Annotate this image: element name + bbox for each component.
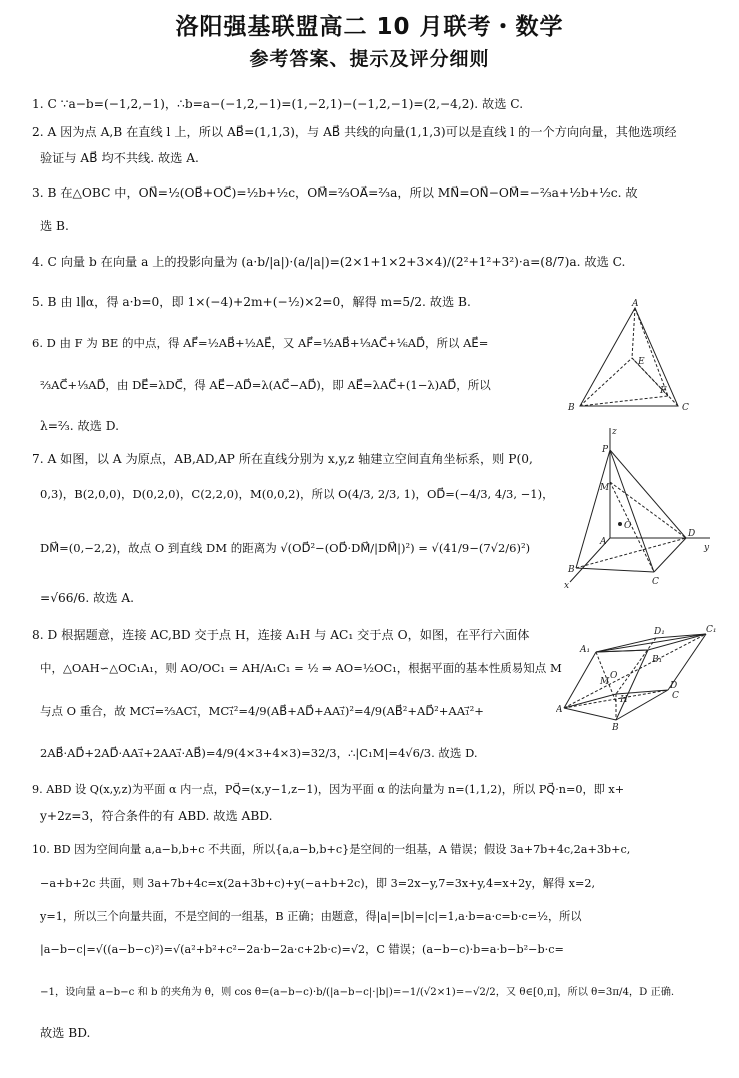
page-subtitle: 参考答案、提示及评分细则 [249, 48, 490, 70]
answer-line: 4. C 向量 b 在向量 a 上的投影向量为 (a·b/|a|)·(a/|a|)=(2×1+1×2+3×4)/(2²+1²+3²)·a=(8/7)a. 故选 C. [32, 255, 626, 269]
fig8-label: D [670, 681, 678, 691]
fig7-label: A [600, 537, 607, 547]
fig8-label: M [600, 677, 610, 687]
answer-line: ⅔AC⃗+⅓AD⃗，由 DE⃗=λDC⃗，得 AE⃗−AD⃗=λ(AC⃗−AD⃗)，即 AE⃗=λAC⃗+(1−λ)AD⃗，所以 [40, 378, 491, 392]
answer-line: 2AB⃗·AD⃗+2AD⃗·AA₁⃗+2AA₁⃗·AB⃗)=4/9(4×3+4×3)=32/3，∴|C₁M|=4√6/3. 故选 D. [40, 746, 478, 760]
answer-line: 3. B 在△OBC 中，ON⃗=½(OB⃗+OC⃗)=½b+½c，OM⃗=⅔OA⃗=⅔a，所以 MN⃗=ON⃗−OM⃗=−⅔a+½b+½c. 故 [32, 186, 638, 200]
fig8-label: H [620, 695, 628, 705]
pyramid-figure [562, 420, 712, 590]
point-o [618, 522, 622, 526]
answer-line: 与点 O 重合，故 MC₁⃗=⅔AC₁⃗，MC₁⃗²=4/9(AB⃗+AD⃗+AA₁⃗)²=4/9(AB⃗²+AD⃗²+AA₁⃗²+ [40, 704, 484, 718]
answer-line: 2. A 因为点 A,B 在直线 l 上，所以 AB⃗=(1,1,3)，与 AB⃗ 共线的向量(1,1,3)可以是直线 l 的一个方向向量，其他选项经 [32, 125, 677, 139]
fig7-label: O [624, 521, 632, 531]
answer-line: 故选 BD. [40, 1026, 91, 1040]
answer-line: 10. BD 因为空间向量 a,a−b,b+c 不共面，所以{a,a−b,b+c}是空间的一组基，A 错误；假设 3a+7b+4c,2a+3b+c, [32, 843, 631, 856]
answer-line: |a−b−c|=√((a−b−c)²)=√(a²+b²+c²−2a·b−2a·c+2b·c)=√2，C 错误；(a−b−c)·b=a·b−b²−b·c= [40, 943, 564, 956]
answer-line: −1，设向量 a−b−c 和 b 的夹角为 θ，则 cos θ=(a−b−c)·b/(|a−b−c|·|b|)=−1/(√2×1)=−√2/2，又 θ∈[0,π]，所以 θ=3π/4，D 正确. [40, 987, 675, 998]
answer-line: 9. ABD 设 Q(x,y,z)为平面 α 内一点，PQ⃗=(x,y−1,z−1)，因为平面 α 的法向量为 n=(1,1,2)，所以 PQ⃗·n=0，即 x+ [32, 783, 625, 796]
fig6-label: B [568, 403, 575, 413]
fig8-label: B [612, 723, 619, 732]
fig8-label: D₁ [654, 627, 665, 637]
answer-line: 5. B 由 l∥α，得 a·b=0，即 1×(−4)+2m+(−½)×2=0，解得 m=5/2. 故选 B. [32, 295, 471, 309]
fig7-label: z [612, 427, 617, 437]
fig8-label: C₁ [706, 625, 717, 635]
tetrahedron-figure [560, 298, 695, 418]
fig8-label: B₁ [652, 655, 663, 665]
fig6-label: E [638, 357, 645, 367]
fig6-label: C [682, 403, 689, 413]
fig8-label: A [556, 705, 563, 715]
answer-line: DM⃗=(0,−2,2)，故点 O 到直线 DM 的距离为 √(OD⃗²−(OD⃗·DM⃗/|DM⃗|)²) = √(41/9−(7√2/6)²) [40, 541, 531, 555]
fig8-label: O [610, 671, 618, 681]
fig7-label: P [602, 445, 609, 455]
answer-line: 验证与 AB⃗ 均不共线. 故选 A. [40, 151, 199, 165]
answer-line: y=1，所以三个向量共面，不是空间的一组基，B 正确；由题意，得|a|=|b|=|c|=1,a·b=a·c=b·c=½，所以 [40, 910, 582, 923]
fig7-label: C [652, 577, 659, 587]
answer-line: 中，△OAH∽△OC₁A₁，则 AO/OC₁ = AH/A₁C₁ = ½ ⇒ AO=½OC₁，根据平面的基本性质易知点 M [40, 661, 562, 675]
answer-line: 0,3)，B(2,0,0)，D(0,2,0)，C(2,2,0)，M(0,0,2)，所以 O(4/3, 2/3, 1)，OD⃗=(−4/3, 4/3, −1)， [40, 487, 554, 501]
answer-line: 6. D 由 F 为 BE 的中点，得 AF⃗=½AB⃗+½AE⃗，又 AF⃗=½AB⃗+⅓AC⃗+⅙AD⃗，所以 AE⃗= [32, 336, 489, 350]
fig8-label: A₁ [580, 645, 591, 655]
answer-line: 1. C ∵a−b=(−1,2,−1)，∴b=a−(−1,2,−1)=(1,−2,1)−(−1,2,−1)=(2,−4,2). 故选 C. [32, 97, 524, 111]
answer-line: −a+b+2c 共面，则 3a+7b+4c=x(2a+3b+c)+y(−a+b+2c)，即 3=2x−y,7=3x+y,4=x+2y，解得 x=2, [40, 877, 596, 890]
answer-line: y+2z=3，符合条件的有 ABD. 故选 ABD. [40, 809, 273, 823]
fig7-label: D [688, 529, 696, 539]
fig8-label: C [672, 691, 679, 701]
fig7-label: M [600, 483, 610, 493]
answer-line: λ=⅔. 故选 D. [40, 419, 119, 433]
answer-line: 选 B. [40, 219, 69, 233]
answer-line: =√66/6. 故选 A. [40, 591, 135, 605]
page-title: 洛阳强基联盟高二 10 月联考・数学 [175, 14, 564, 40]
answer-line: 8. D 根据题意，连接 AC,BD 交于点 H，连接 A₁H 与 AC₁ 交于点 O，如图，在平行六面体 [32, 628, 530, 642]
fig7-label: B [568, 565, 575, 575]
parallelepiped-figure [556, 622, 721, 732]
fig6-label: A [632, 299, 639, 309]
fig6-label: F [660, 386, 667, 396]
fig7-label: y [704, 543, 710, 553]
fig7-label: x [564, 581, 570, 590]
answer-line: 7. A 如图，以 A 为原点，AB,AD,AP 所在直线分别为 x,y,z 轴建立空间直角坐标系，则 P(0, [32, 452, 533, 466]
